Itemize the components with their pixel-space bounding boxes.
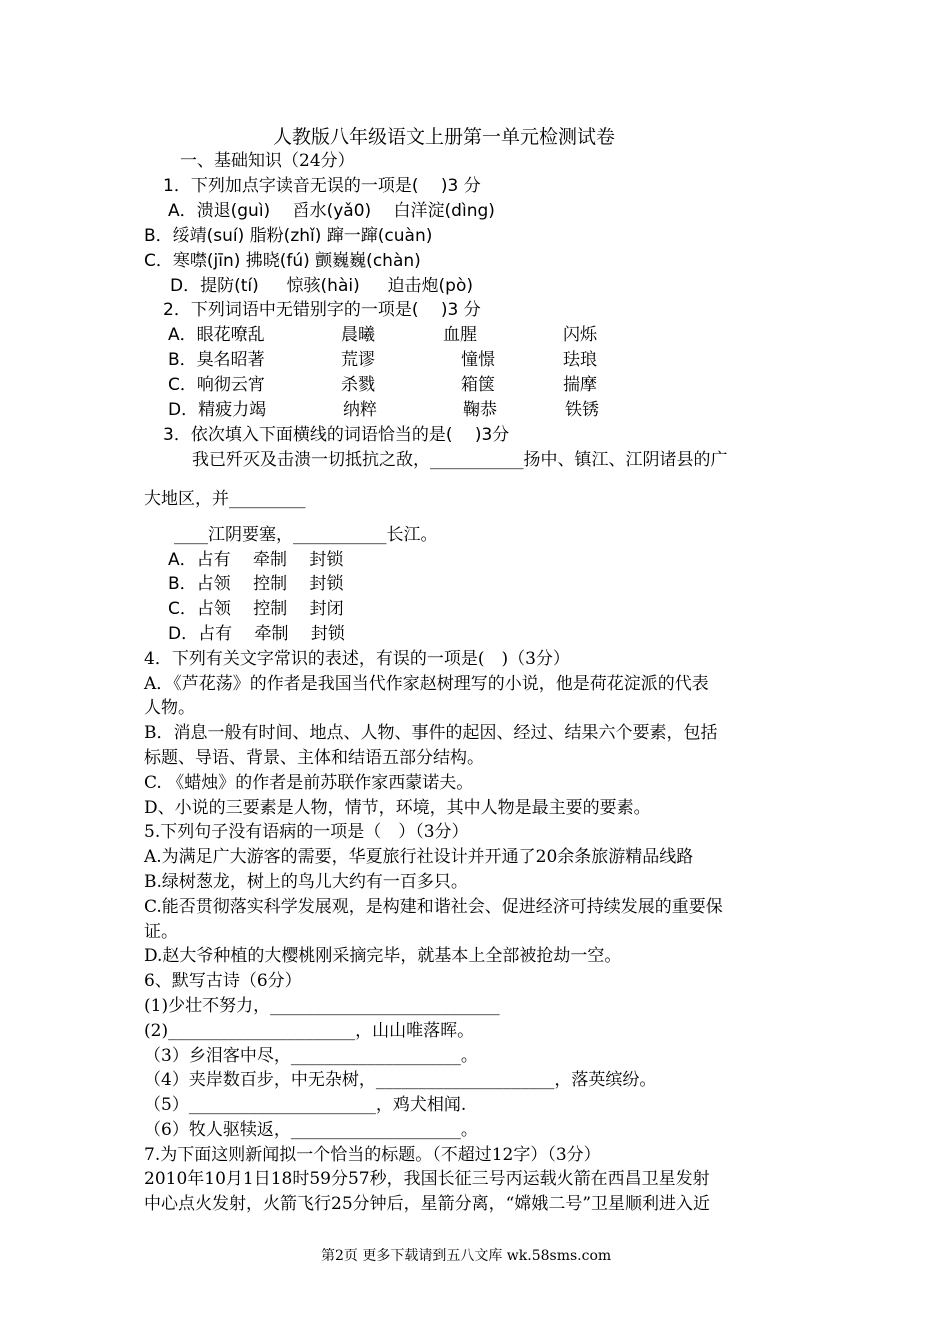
q2-row-a-word-4: 闪烁 xyxy=(563,325,597,345)
q2-row-a-word-2: 晨曦 xyxy=(341,325,375,345)
q1-stem: 1．下列加点字读音无误的一项是( )3 分 xyxy=(163,176,481,196)
q2-row-d-word-3: 鞠恭 xyxy=(463,400,497,420)
q7-news-line-2: 中心点火发射，火箭飞行25分钟后，星箭分离，“嫦娥二号”卫星顺利进入近 xyxy=(144,1194,711,1214)
q2-row-a-word-1: A．眼花嘹乱 xyxy=(168,325,265,345)
q2-row-b-word-4: 珐琅 xyxy=(563,350,597,370)
q1-option-c: C．寒噤(jīn) 拂晓(fú) 颤巍巍(chàn) xyxy=(144,251,421,271)
q4-option-b-line-2: 标题、导语、背景、主体和结语五部分结构。 xyxy=(144,748,484,768)
q6-line-1: (1)少壮不努力，___________________________ xyxy=(144,996,500,1016)
q2-row-d-word-1: D．精疲力竭 xyxy=(168,400,267,420)
q2-row-c-word-2: 杀戮 xyxy=(341,375,375,395)
q2-row-b-word-2: 荒谬 xyxy=(341,350,375,370)
q3-stem: 3．依次填入下面横线的词语恰当的是( )3分 xyxy=(163,425,510,445)
q6-line-3: （3）乡泪客中尽，____________________。 xyxy=(144,1046,478,1066)
q2-row-a-word-3: 血腥 xyxy=(443,325,477,345)
q5-option-d: D.赵大爷种植的大樱桃刚采摘完毕，就基本上全部被抢劫一空。 xyxy=(144,946,622,966)
q1-option-b: B．绥靖(suí) 脂粉(zhǐ) 蹿一蹿(cuàn) xyxy=(144,226,433,246)
q2-stem: 2．下列词语中无错别字的一项是( )3 分 xyxy=(163,300,481,320)
q5-option-c-line-2: 证。 xyxy=(144,922,178,942)
q5-option-b: B.绿树葱龙，树上的鸟儿大约有一百多只。 xyxy=(144,872,468,892)
q2-row-c-word-1: C．响彻云宵 xyxy=(168,375,265,395)
q5-stem: 5.下列句子没有语病的一项是（ ）（3分） xyxy=(144,822,469,842)
q4-option-c: C. 《蜡烛》的作者是前苏联作家西蒙诺夫。 xyxy=(144,773,474,793)
q2-row-d-word-2: 纳粹 xyxy=(343,400,377,420)
q2-row-c-word-4: 揣摩 xyxy=(563,375,597,395)
q3-option-b: B．占领 控制 封锁 xyxy=(168,574,344,594)
q1-option-d: D．提防(tí) 惊骇(hài) 迫击炮(pò) xyxy=(170,276,473,296)
q6-stem: 6、默写古诗（6分） xyxy=(144,971,302,991)
q7-stem: 7.为下面这则新闻拟一个恰当的标题。（不超过12字）（3分） xyxy=(144,1145,601,1165)
q3-option-a: A．占有 牵制 封锁 xyxy=(168,550,344,570)
q6-line-6: （6）牧人驱犊返，____________________。 xyxy=(144,1120,478,1140)
q1-option-a: A．溃退(guì) 舀水(yǎ0) 白洋淀(dìng) xyxy=(168,201,495,221)
q2-row-d-word-4: 铁锈 xyxy=(565,400,599,420)
q4-option-a-line-2: 人物。 xyxy=(144,698,195,718)
q5-option-c-line-1: C.能否贯彻落实科学发展观，是构建和谐社会、促进经济可持续发展的重要保 xyxy=(144,897,723,917)
page-title: 人教版八年级语文上册第一单元检测试卷 xyxy=(273,126,616,148)
page-footer: 第2页 更多下载请到五八文库 wk.58sms.com xyxy=(321,1248,612,1264)
q6-line-5: （5）______________________，鸡犬相闻. xyxy=(144,1095,467,1115)
q3-passage-line-1: 我已歼灭及击溃一切抵抗之敌，___________扬中、镇江、江阴诸县的广 xyxy=(192,450,728,470)
q5-option-a: A.为满足广大游客的需要，华夏旅行社设计并开通了20余条旅游精品线路 xyxy=(144,847,694,867)
q2-row-c-word-3: 箱箧 xyxy=(461,375,495,395)
q4-option-a-line-1: A．《芦花荡》的作者是我国当代作家赵树理写的小说，他是荷花淀派的代表 xyxy=(144,674,709,694)
q2-row-b-word-1: B．臭名昭著 xyxy=(168,350,265,370)
q6-line-2: (2)______________________，山山唯落晖。 xyxy=(144,1021,475,1041)
q6-line-4: （4）夹岸数百步，中无杂树，_____________________，落英缤纷。 xyxy=(144,1070,657,1090)
q4-option-b-line-1: B．消息一般有时间、地点、人物、事件的起因、经过、结果六个要素，包括 xyxy=(144,723,718,743)
section-heading: 一、基础知识（24分） xyxy=(180,151,355,171)
q3-passage-line-2: 大地区，并_________ xyxy=(144,489,306,509)
q2-row-b-word-3: 憧憬 xyxy=(461,350,495,370)
q3-option-d: D．占有 牵制 封锁 xyxy=(168,624,345,644)
q3-passage-line-3: ____江阴要塞，___________长江。 xyxy=(174,525,438,545)
q4-option-d: D、小说的三要素是人物，情节，环境，其中人物是最主要的要素。 xyxy=(144,798,651,818)
q3-option-c: C．占领 控制 封闭 xyxy=(168,599,344,619)
q7-news-line-1: 2010年10月1日18时59分57秒，我国长征三号丙运载火箭在西昌卫星发射 xyxy=(144,1169,710,1189)
q4-stem: 4．下列有关文字常识的表述，有误的一项是( )（3分） xyxy=(144,649,570,669)
